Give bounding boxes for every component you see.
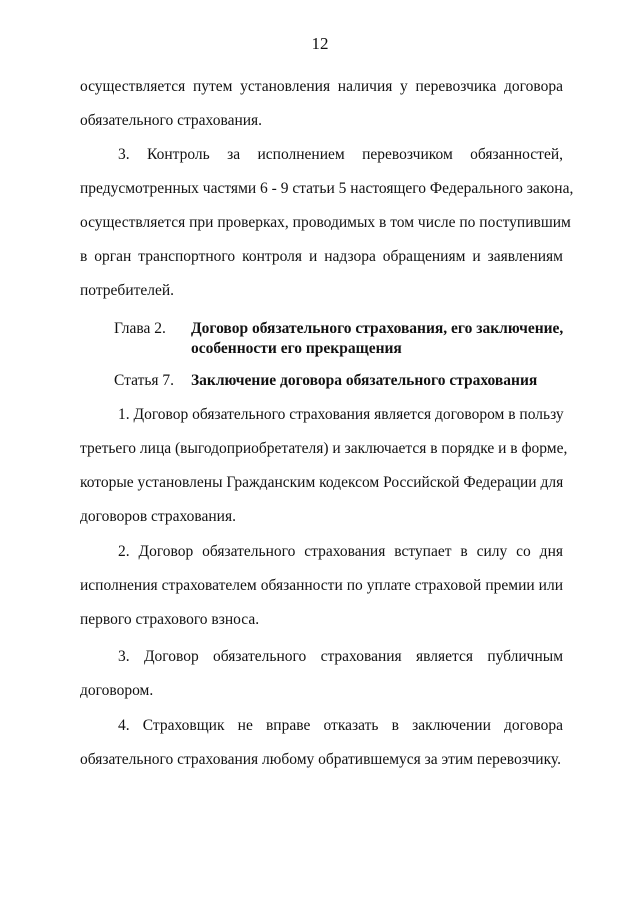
article-label: Статья 7. [114,372,175,389]
text-line: 1. Договор обязательного страхования является договором в пользу [118,406,564,423]
text-line: в орган транспортного контроля и надзора обращениям и заявлениям [80,248,563,265]
chapter-heading [114,319,584,359]
chapter-label: Глава 2. [114,320,166,337]
text-line: обязательного страхования любому обратившемуся за этим перевозчику. [80,751,561,768]
text-line: договоров страхования. [80,508,236,525]
text-line: 3. Контроль за исполнением перевозчиком обязанностей, [118,146,563,163]
clause-4 [80,709,563,777]
text-line: 4. Страховщик не вправе отказать в заключении договора [118,717,563,734]
chapter-title-line-1: Договор обязательного страхования, его заключение, [191,320,564,337]
paragraph-3 [80,138,574,308]
clause-2 [80,535,563,637]
text-line: осуществляется путем установления наличия у перевозчика договора [80,78,563,95]
clause-1 [80,398,568,534]
text-line: которые установлены Гражданским кодексом Российской Федерации для [80,474,564,491]
text-line: первого страхового взноса. [80,611,260,628]
intro-paragraph [80,70,563,138]
page-number: 12 [311,34,329,53]
text-line: 2. Договор обязательного страхования вступает в силу со дня [118,543,563,560]
text-line: осуществляется при проверках, проводимых в том числе по поступившим [80,214,571,231]
article-title: Заключение договора обязательного страхования [191,372,538,389]
chapter-title-line-2: особенности его прекращения [191,340,402,357]
text-line: потребителей. [80,282,175,299]
clause-3 [80,640,563,708]
text-line: договором. [80,682,154,699]
text-line: третьего лица (выгодоприобретателя) и заключается в порядке и в форме, [80,440,568,457]
text-line: исполнения страхователем обязанности по уплате страховой премии или [80,577,563,594]
text-line: обязательного страхования. [80,112,263,129]
text-line: 3. Договор обязательного страхования является публичным [118,648,563,665]
text-line: предусмотренных частями 6 - 9 статьи 5 настоящего Федерального закона, [80,180,574,197]
article-heading [114,371,584,391]
